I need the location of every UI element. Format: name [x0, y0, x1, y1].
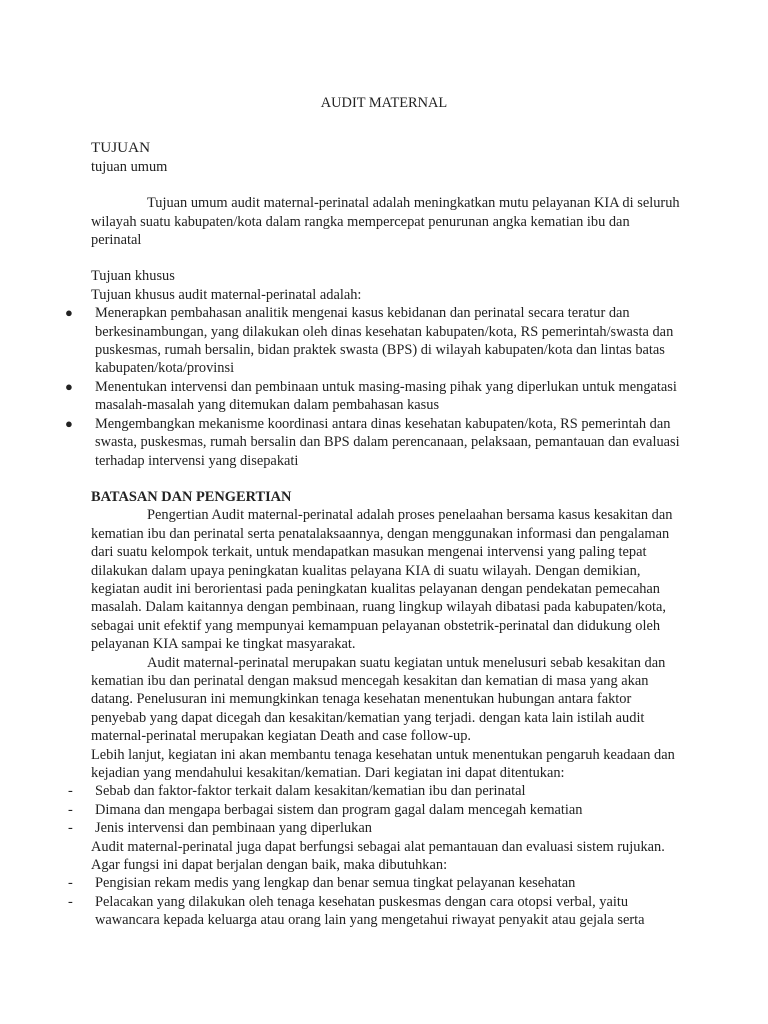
tujuan-khusus-intro: Tujuan khusus audit maternal-perinatal adalah:	[91, 286, 362, 303]
bullet-icon: ●	[65, 378, 73, 394]
tujuan-umum-subheading: tujuan umum	[91, 158, 168, 175]
spacer	[91, 470, 681, 488]
batasan-heading: BATASAN DAN PENGERTIAN	[91, 488, 292, 505]
list-item-text: Menerapkan pembahasan analitik mengenai kasus kebidanan dan perinatal secara teratur dan berkesinambungan, yang dilakukan oleh dinas kesehatan kabupaten/kota, RS pemerintah/swasta dan puskesmas, rumah bersalin, bidan praktek swasta (BPS) di wilayah kabupaten/kota dan lintas batas kabupaten/kota/provinsi	[95, 305, 674, 377]
list-item	[65, 304, 681, 378]
batasan-paragraph-2: Audit maternal-perinatal merupakan suatu kegiatan untuk menelusuri sebab kesakitan dan kematian ibu dan perinatal dengan maksud mencegah kesakitan dan kematian di masa yang akan datang. Penelusuran ini memungkinkan tenaga kesehatan menentukan hubungan antara faktor penyebab yang dapat dicegah dan kesakitan/kematian yang terjadi. dengan kata lain istilah audit maternal-perinatal merupakan kegiatan Death and case follow-up.	[91, 654, 666, 745]
document-title: AUDIT MATERNAL	[320, 95, 448, 111]
tujuan-umum-paragraph: Tujuan umum audit maternal-perinatal adalah meningkatkan mutu pelayanan KIA di seluruh wilayah suatu kabupaten/kota dalam rangka mempercepat penurunan angka kematian ibu dan perinatal	[91, 195, 680, 249]
list-item-text: Dimana dan mengapa berbagai sistem dan program gagal dalam mencegah kematian	[95, 801, 583, 818]
list-item-text: Jenis intervensi dan pembinaan yang diperlukan	[95, 820, 372, 837]
tujuan-heading: TUJUAN	[91, 139, 151, 157]
batasan-paragraph-4: Audit maternal-perinatal juga dapat berfungsi sebagai alat pemantauan dan evaluasi sistem rujukan. Agar fungsi ini dapat berjalan dengan baik, maka dibutuhkan:	[91, 838, 665, 874]
spacer	[91, 249, 681, 267]
list-item	[68, 801, 681, 819]
batasan-paragraph-3: Lebih lanjut, kegiatan ini akan membantu tenaga kesehatan untuk menentukan pengaruh keadaan dan kejadian yang mendahului kesakitan/kematian. Dari kegiatan ini dapat ditentukan:	[91, 746, 675, 781]
list-item	[65, 415, 681, 470]
list-item	[68, 893, 681, 930]
bullet-icon: ●	[65, 305, 73, 321]
document-body	[65, 94, 681, 930]
list-item-text: Sebab dan faktor-faktor terkait dalam kesakitan/kematian ibu dan perinatal	[95, 783, 526, 800]
determinant-list	[68, 782, 681, 837]
spacer	[91, 112, 681, 139]
dash-icon: -	[68, 875, 73, 892]
list-item	[68, 874, 681, 892]
list-item-text: Menentukan intervensi dan pembinaan untuk masing-masing pihak yang diperlukan untuk mengatasi masalah-masalah yang ditemukan dalam pembahasan kasus	[95, 378, 677, 414]
dash-icon: -	[68, 893, 73, 910]
batasan-paragraph-1: Pengertian Audit maternal-perinatal adalah proses penelaahan bersama kasus kesakitan dan kematian ibu dan perinatal serta penatalaksaannya, dengan menggunakan informasi dan pengalaman dari suatu kelompok terkait, untuk mendapatkan masukan mengenai intervensi yang paling tepat dilakukan dalam upaya peningkatan kualitas pelayana KIA di suatu wilayah. Dengan demikian, kegiatan audit ini berorientasi pada peningkatan kualitas pelayanan dengan pendekatan pemecahan masalah. Dalam kaitannya dengan pembinaan, ruang lingkup wilayah dibatasi pada kabupaten/kota, sebagai unit efektif yang mempunyai kemampuan pelayanan obstetrik-perinatal dan didukung oleh pelayanan KIA sampai ke tingkat masyarakat.	[91, 507, 673, 653]
list-item	[68, 782, 681, 800]
list-item-text: Pengisian rekam medis yang lengkap dan benar semua tingkat pelayanan kesehatan	[95, 875, 576, 892]
list-item-text: Mengembangkan mekanisme koordinasi antara dinas kesehatan kabupaten/kota, RS pemerintah dan swasta, puskesmas, rumah bersalin dan BPS dalam perencanaan, pelaksaan, pemantauan dan evaluasi terhadap intervensi yang disepakati	[95, 415, 680, 469]
dash-icon: -	[68, 783, 73, 800]
tujuan-khusus-heading: Tujuan khusus	[91, 268, 175, 285]
spacer	[91, 176, 681, 194]
dash-icon: -	[68, 801, 73, 818]
tujuan-khusus-list	[65, 304, 681, 470]
bullet-icon: ●	[65, 415, 73, 431]
dash-icon: -	[68, 820, 73, 837]
list-item	[68, 819, 681, 837]
requirement-list	[68, 874, 681, 929]
list-item-text: Pelacakan yang dilakukan oleh tenaga kesehatan puskesmas dengan cara otopsi verbal, yaitu wawancara kepada keluarga atau orang lain yang mengetahui riwayat penyakit atau gejala serta	[95, 893, 645, 929]
list-item	[65, 378, 681, 415]
